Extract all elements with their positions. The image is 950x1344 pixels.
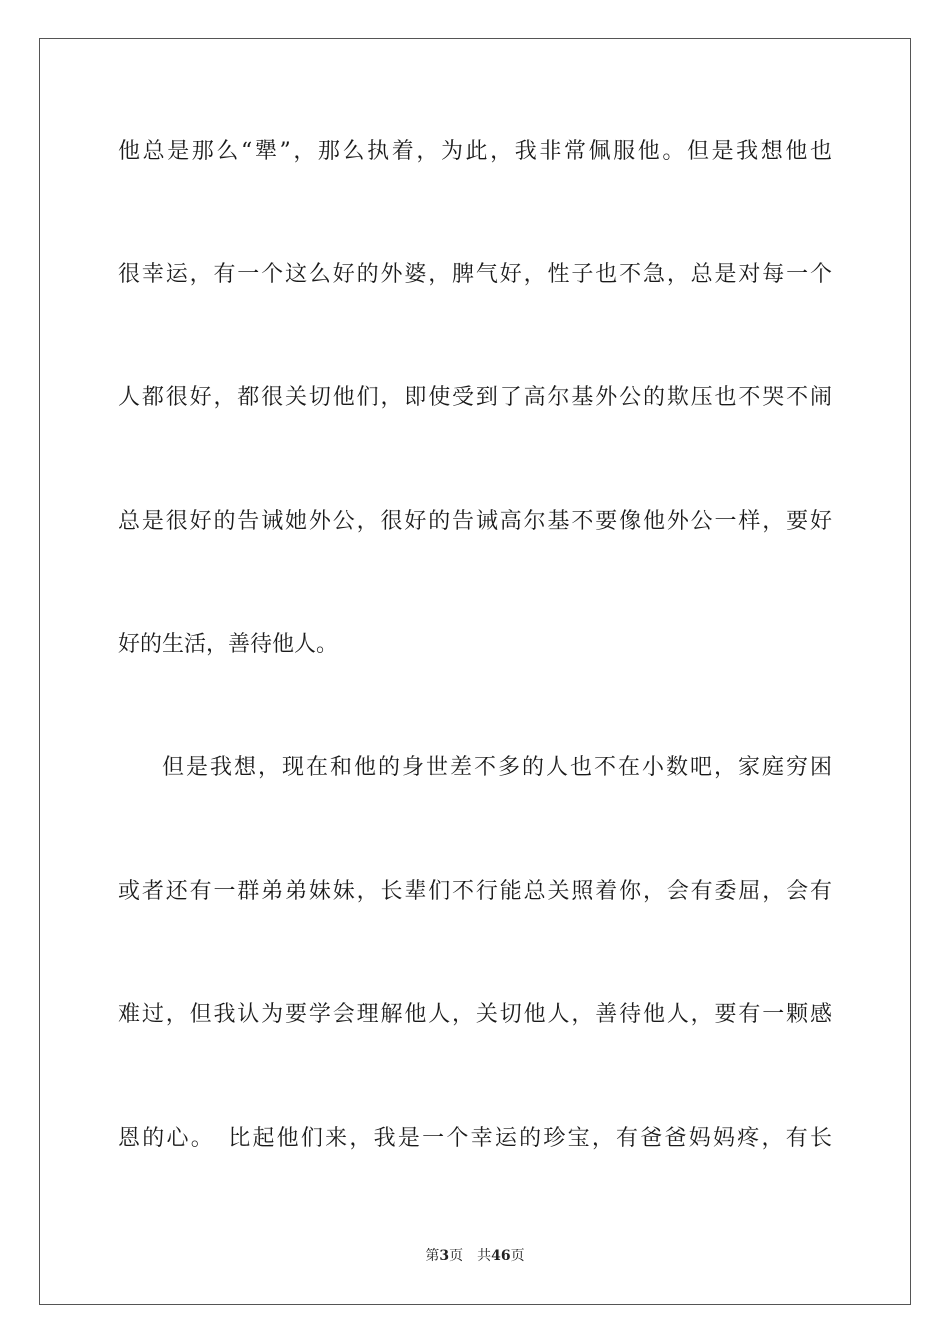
- page-border: [39, 38, 911, 1305]
- text-line: 人都很好，都很关切他们，即使受到了高尔基外公的欺压也不哭不闹: [118, 385, 832, 410]
- text-line: 总是很好的告诫她外公，很好的告诫高尔基不要像他外公一样，要好: [118, 509, 832, 534]
- total-prefix: 共: [477, 1248, 492, 1264]
- page-prefix: 第: [425, 1248, 440, 1264]
- page-number: 3: [439, 1248, 450, 1264]
- text-line: 但是我想，现在和他的身世差不多的人也不在小数吧，家庭穷困: [162, 755, 832, 780]
- text-line: 恩的心。 比起他们来，我是一个幸运的珍宝，有爸爸妈妈疼，有长: [118, 1126, 832, 1151]
- text-line: 好的生活，善待他人。: [118, 632, 339, 657]
- text-line: 或者还有一群弟弟妹妹，长辈们不行能总关照着你，会有委屈，会有: [118, 879, 832, 904]
- total-suffix: 页: [510, 1248, 525, 1264]
- text-line: 他总是那么“犟”，那么执着，为此，我非常佩服他。但是我想他也: [118, 139, 832, 164]
- page-suffix: 页: [449, 1248, 464, 1264]
- text-line: 难过，但我认为要学会理解他人，关切他人，善待他人，要有一颗感: [118, 1002, 832, 1027]
- page-footer: [0, 1246, 950, 1266]
- text-line: 很幸运，有一个这么好的外婆，脾气好，性子也不急，总是对每一个: [118, 262, 832, 287]
- total-pages: 46: [491, 1248, 511, 1264]
